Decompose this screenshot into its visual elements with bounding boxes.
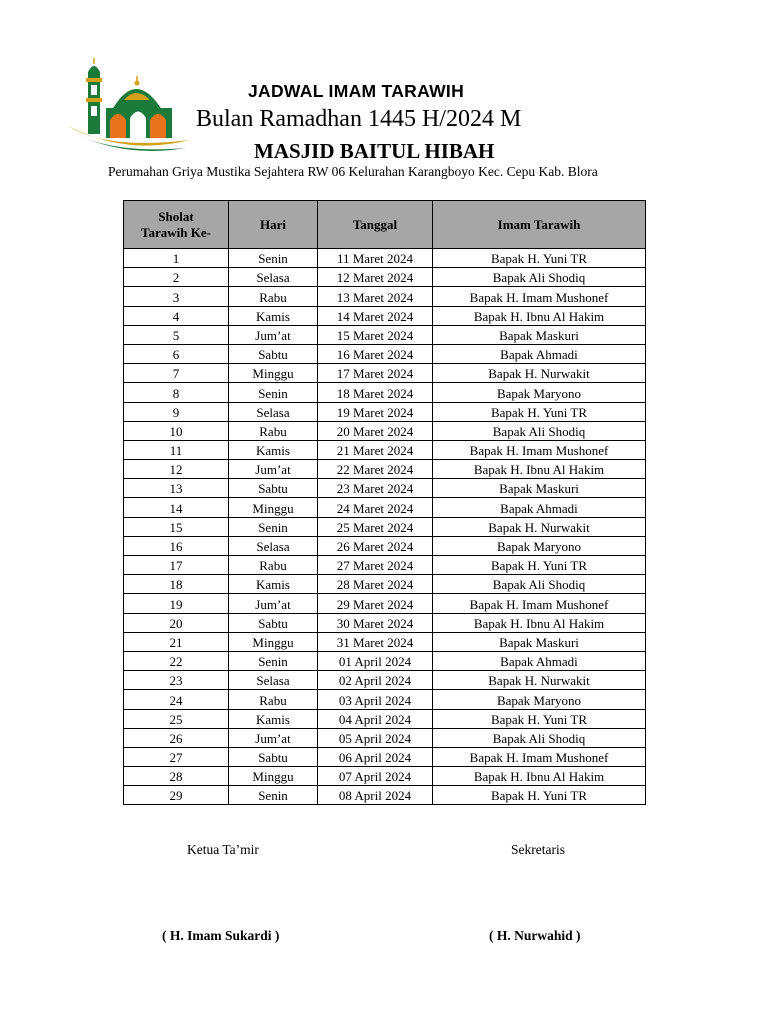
row-number-cell: 14 [124,498,229,517]
day-cell: Jum’at [229,594,318,613]
imam-cell: Bapak H. Nurwakit [433,671,646,690]
row-number-cell: 18 [124,575,229,594]
day-cell: Sabtu [229,613,318,632]
table-row [124,325,646,344]
table-row [124,268,646,287]
date-cell: 24 Maret 2024 [318,498,433,517]
table-row [124,747,646,766]
imam-cell: Bapak Ali Shodiq [433,421,646,440]
row-number-cell: 3 [124,287,229,306]
column-header-imam: Imam Tarawih [433,201,646,249]
row-number-cell: 5 [124,325,229,344]
table-row [124,651,646,670]
date-cell: 12 Maret 2024 [318,268,433,287]
date-cell: 23 Maret 2024 [318,479,433,498]
day-cell: Jum’at [229,460,318,479]
row-number-cell: 25 [124,709,229,728]
imam-cell: Bapak Maryono [433,383,646,402]
table-row [124,421,646,440]
day-cell: Kamis [229,306,318,325]
day-cell: Senin [229,651,318,670]
row-number-cell: 8 [124,383,229,402]
table-row [124,575,646,594]
row-number-cell: 21 [124,632,229,651]
schedule-table [123,200,646,805]
day-cell: Senin [229,517,318,536]
imam-cell: Bapak H. Yuni TR [433,402,646,421]
day-cell: Sabtu [229,344,318,363]
day-cell: Jum’at [229,728,318,747]
table-row [124,556,646,575]
day-cell: Rabu [229,556,318,575]
table-row [124,536,646,555]
imam-cell: Bapak H. Yuni TR [433,249,646,268]
row-number-cell: 28 [124,767,229,786]
day-cell: Rabu [229,287,318,306]
row-number-cell: 6 [124,344,229,363]
day-cell: Senin [229,383,318,402]
day-cell: Rabu [229,690,318,709]
row-number-cell: 16 [124,536,229,555]
column-header-sholat: Sholat Tarawih Ke- [124,201,229,249]
date-cell: 28 Maret 2024 [318,575,433,594]
date-cell: 26 Maret 2024 [318,536,433,555]
imam-cell: Bapak H. Imam Mushonef [433,287,646,306]
imam-cell: Bapak Maskuri [433,632,646,651]
table-row [124,344,646,363]
date-cell: 15 Maret 2024 [318,325,433,344]
row-number-cell: 11 [124,440,229,459]
imam-cell: Bapak Maskuri [433,325,646,344]
date-cell: 08 April 2024 [318,786,433,805]
imam-cell: Bapak Maryono [433,536,646,555]
row-number-cell: 15 [124,517,229,536]
date-cell: 01 April 2024 [318,651,433,670]
imam-cell: Bapak H. Imam Mushonef [433,440,646,459]
row-number-cell: 10 [124,421,229,440]
row-number-cell: 19 [124,594,229,613]
imam-cell: Bapak Maskuri [433,479,646,498]
row-number-cell: 2 [124,268,229,287]
table-row [124,594,646,613]
row-number-cell: 24 [124,690,229,709]
table-row [124,517,646,536]
row-number-cell: 7 [124,364,229,383]
table-row [124,690,646,709]
table-row [124,767,646,786]
date-cell: 18 Maret 2024 [318,383,433,402]
day-cell: Sabtu [229,479,318,498]
imam-cell: Bapak H. Nurwakit [433,517,646,536]
imam-cell: Bapak H. Imam Mushonef [433,594,646,613]
row-number-cell: 9 [124,402,229,421]
table-header-row [124,201,646,249]
day-cell: Senin [229,249,318,268]
table-row [124,709,646,728]
day-cell: Sabtu [229,747,318,766]
date-cell: 11 Maret 2024 [318,249,433,268]
mosque-name: MASJID BAITUL HIBAH [254,139,495,163]
row-number-cell: 27 [124,747,229,766]
day-cell: Kamis [229,575,318,594]
imam-cell: Bapak Ahmadi [433,344,646,363]
date-cell: 21 Maret 2024 [318,440,433,459]
column-header-tanggal: Tanggal [318,201,433,249]
date-cell: 13 Maret 2024 [318,287,433,306]
day-cell: Jum’at [229,325,318,344]
imam-cell: Bapak H. Imam Mushonef [433,747,646,766]
date-cell: 22 Maret 2024 [318,460,433,479]
imam-cell: Bapak Ali Shodiq [433,728,646,747]
imam-cell: Bapak H. Yuni TR [433,786,646,805]
table-row [124,479,646,498]
date-cell: 25 Maret 2024 [318,517,433,536]
date-cell: 16 Maret 2024 [318,344,433,363]
imam-cell: Bapak H. Ibnu Al Hakim [433,306,646,325]
day-cell: Senin [229,786,318,805]
date-cell: 30 Maret 2024 [318,613,433,632]
day-cell: Minggu [229,767,318,786]
secretary-role-label: Sekretaris [511,842,565,857]
imam-cell: Bapak H. Nurwakit [433,364,646,383]
day-cell: Minggu [229,364,318,383]
imam-cell: Bapak Ahmadi [433,498,646,517]
table-row [124,460,646,479]
row-number-cell: 17 [124,556,229,575]
day-cell: Selasa [229,268,318,287]
date-cell: 06 April 2024 [318,747,433,766]
table-row [124,383,646,402]
mosque-address: Perumahan Griya Mustika Sejahtera RW 06 Kelurahan Karangboyo Kec. Cepu Kab. Blora [108,164,598,179]
table-row [124,786,646,805]
table-row [124,287,646,306]
table-row [124,306,646,325]
row-number-cell: 22 [124,651,229,670]
table-row [124,728,646,747]
imam-cell: Bapak Ahmadi [433,651,646,670]
imam-cell: Bapak H. Yuni TR [433,556,646,575]
day-cell: Rabu [229,421,318,440]
day-cell: Minggu [229,498,318,517]
imam-cell: Bapak H. Yuni TR [433,709,646,728]
row-number-cell: 4 [124,306,229,325]
imam-cell: Bapak Ali Shodiq [433,575,646,594]
date-cell: 31 Maret 2024 [318,632,433,651]
mosque-logo-icon [66,58,192,158]
row-number-cell: 29 [124,786,229,805]
document-title: JADWAL IMAM TARAWIH [248,81,465,101]
row-number-cell: 20 [124,613,229,632]
schedule-table-body [124,249,646,805]
date-cell: 05 April 2024 [318,728,433,747]
date-cell: 20 Maret 2024 [318,421,433,440]
table-row [124,671,646,690]
date-cell: 07 April 2024 [318,767,433,786]
imam-cell: Bapak H. Ibnu Al Hakim [433,613,646,632]
date-cell: 27 Maret 2024 [318,556,433,575]
day-cell: Minggu [229,632,318,651]
day-cell: Kamis [229,709,318,728]
chairman-name: ( H. Imam Sukardi ) [162,928,280,943]
table-row [124,613,646,632]
table-row [124,402,646,421]
day-cell: Selasa [229,402,318,421]
day-cell: Selasa [229,671,318,690]
date-cell: 03 April 2024 [318,690,433,709]
row-number-cell: 12 [124,460,229,479]
document-subtitle: Bulan Ramadhan 1445 H/2024 M [196,106,522,132]
imam-cell: Bapak H. Ibnu Al Hakim [433,767,646,786]
date-cell: 19 Maret 2024 [318,402,433,421]
day-cell: Selasa [229,536,318,555]
row-number-cell: 26 [124,728,229,747]
row-number-cell: 13 [124,479,229,498]
chairman-role-label: Ketua Ta’mir [187,842,259,857]
imam-cell: Bapak Maryono [433,690,646,709]
column-header-hari: Hari [229,201,318,249]
date-cell: 14 Maret 2024 [318,306,433,325]
table-row [124,440,646,459]
table-row [124,249,646,268]
table-row [124,498,646,517]
row-number-cell: 23 [124,671,229,690]
imam-cell: Bapak Ali Shodiq [433,268,646,287]
secretary-name: ( H. Nurwahid ) [489,928,581,943]
date-cell: 29 Maret 2024 [318,594,433,613]
imam-cell: Bapak H. Ibnu Al Hakim [433,460,646,479]
date-cell: 02 April 2024 [318,671,433,690]
row-number-cell: 1 [124,249,229,268]
table-row [124,632,646,651]
day-cell: Kamis [229,440,318,459]
table-row [124,364,646,383]
date-cell: 17 Maret 2024 [318,364,433,383]
date-cell: 04 April 2024 [318,709,433,728]
